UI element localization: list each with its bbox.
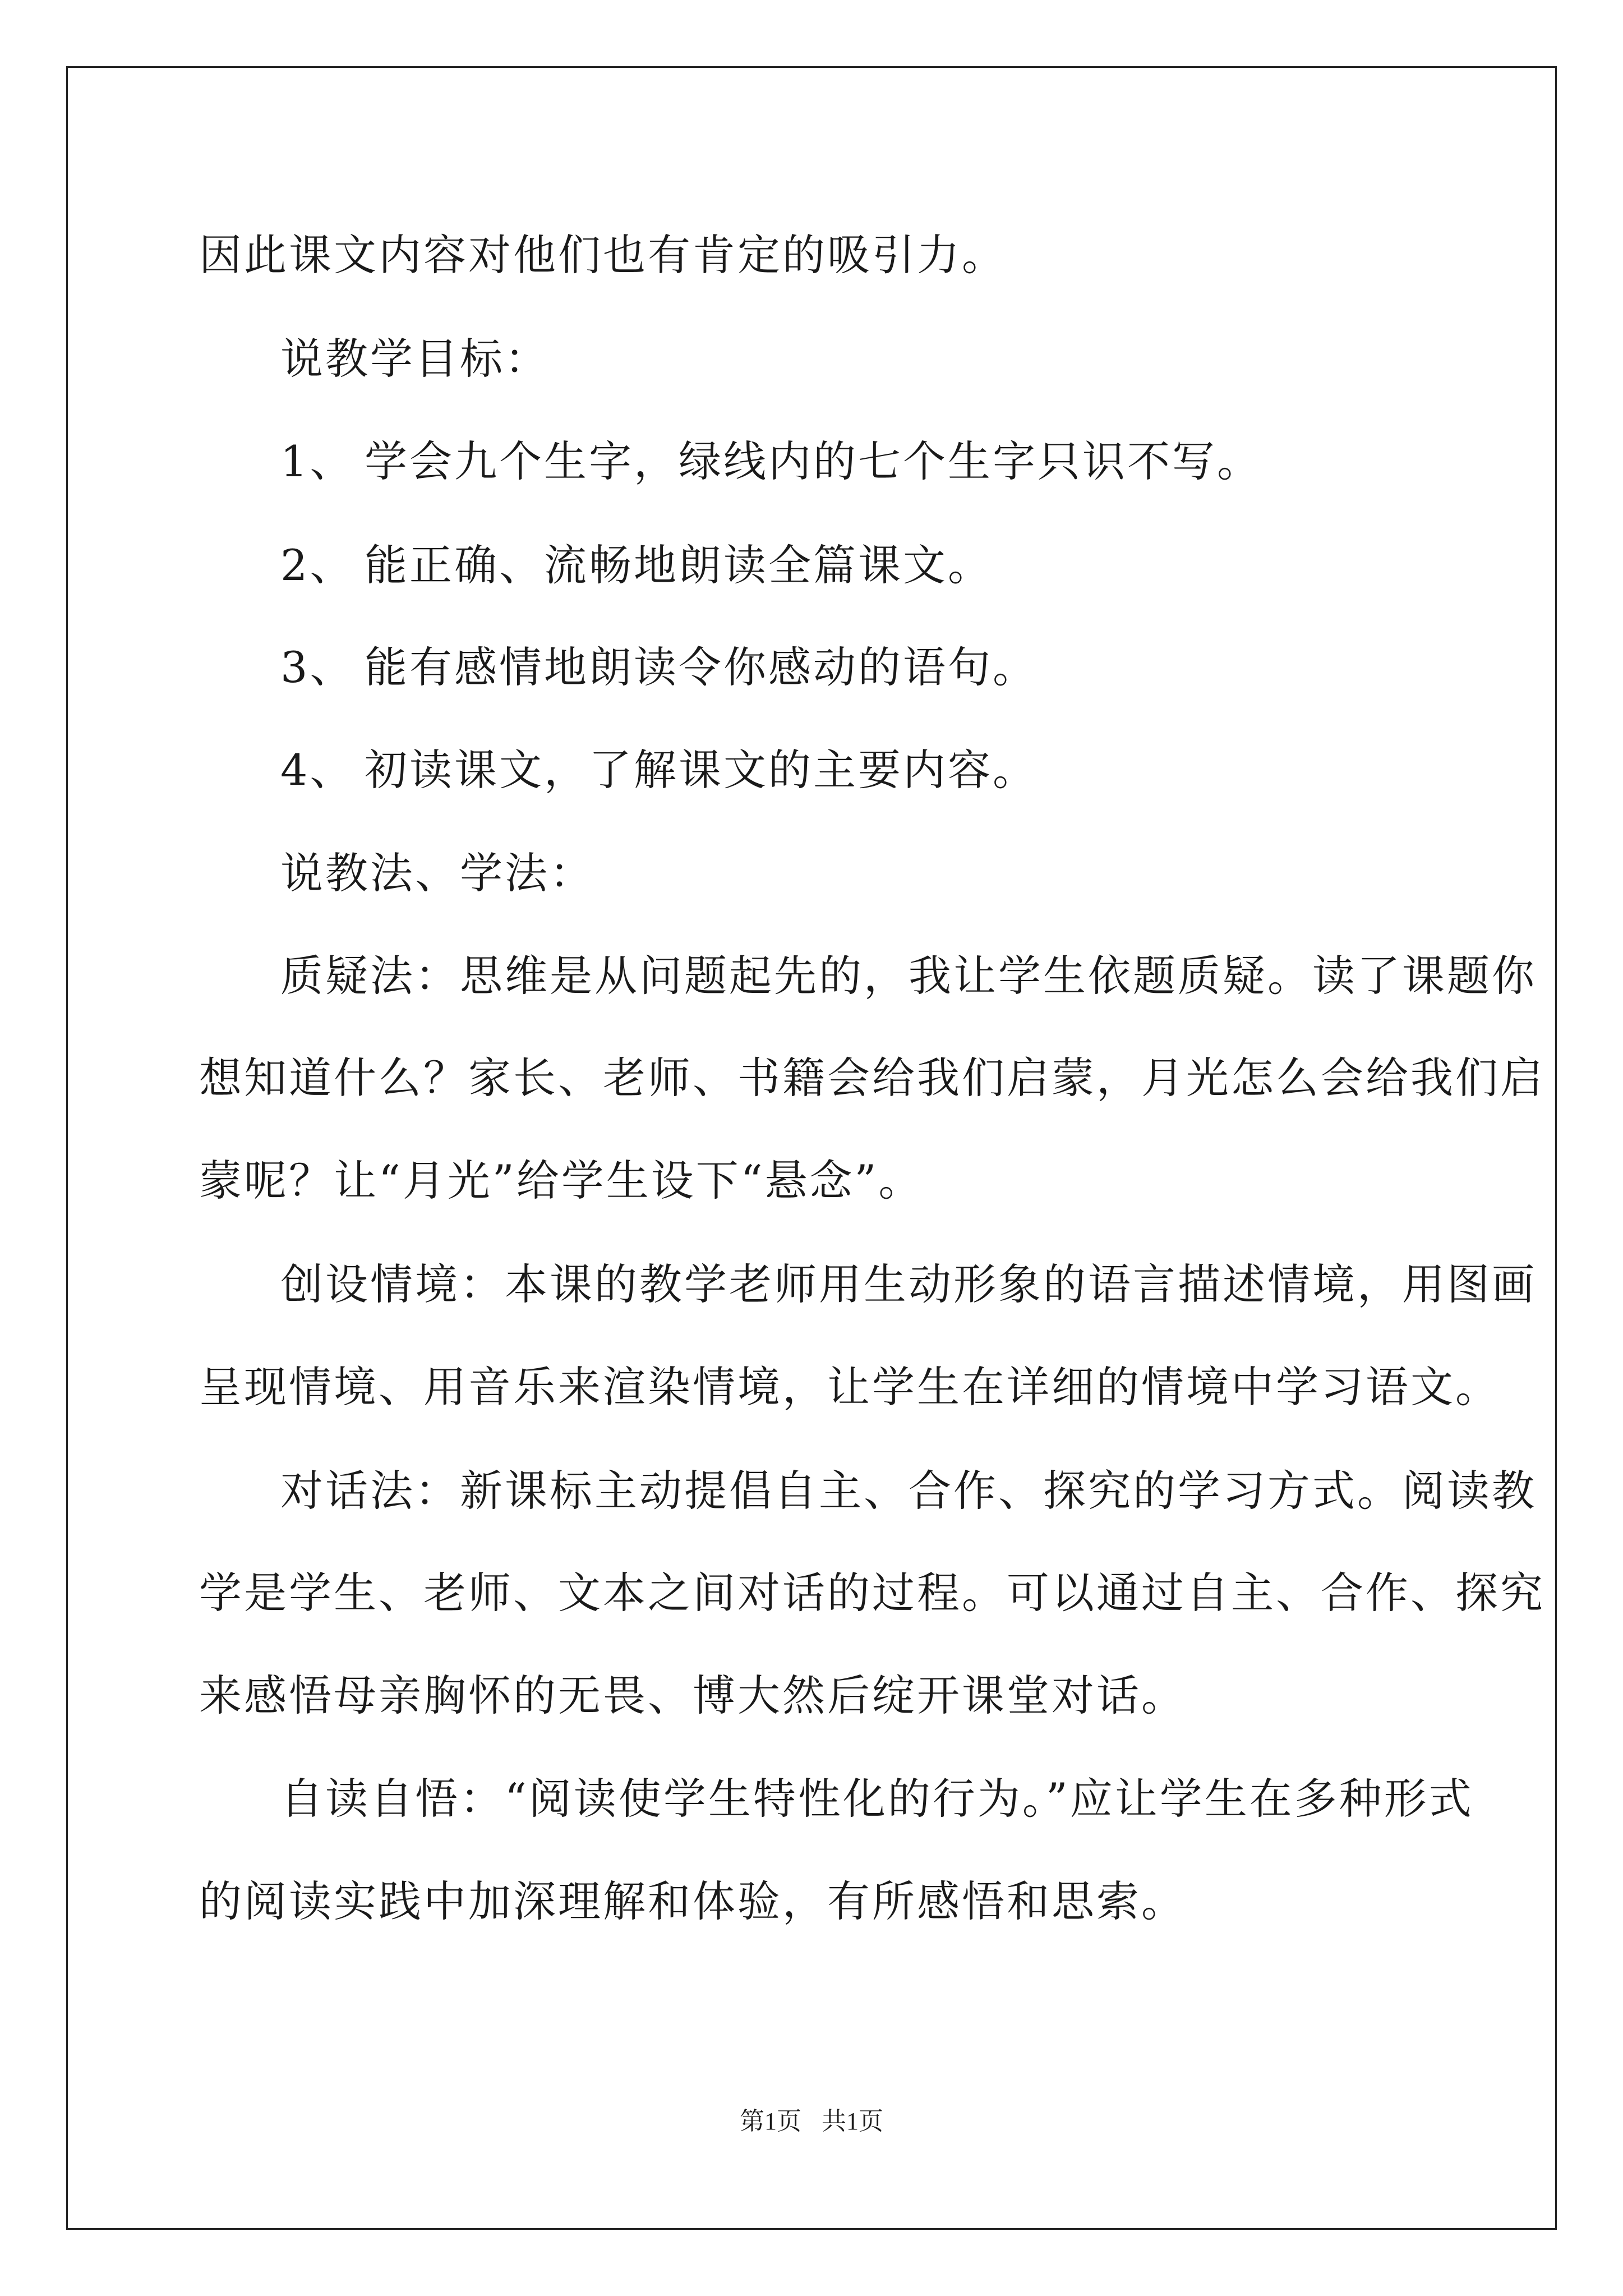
list-item-text: 能正确、流畅地朗读全篇课文。: [365, 540, 993, 590]
list-item: [280, 639, 1038, 696]
paragraph-line: 来感悟母亲胸怀的无畏、博大然后绽开课堂对话。: [199, 1671, 1186, 1720]
list-item-number: 2、: [280, 540, 355, 590]
page-number: 第1页: [740, 2108, 801, 2135]
paragraph-line: 学是学生、老师、文本之间对话的过程。可以通过自主、合作、探究: [199, 1568, 1545, 1618]
section-heading-goals: 说教学目标：: [280, 334, 550, 384]
list-item-number: 3、: [280, 642, 355, 692]
paragraph-line: 的阅读实践中加深理解和体验，有所感悟和思索。: [199, 1876, 1186, 1926]
list-item-text: 初读课文，了解课文的主要内容。: [365, 745, 1038, 795]
section-heading-methods: 说教法、学法：: [280, 848, 594, 898]
paragraph-line: 对话法：新课标主动提倡自主、合作、探究的学习方式。阅读教: [280, 1466, 1537, 1516]
list-item: [280, 742, 1038, 798]
page-footer: [0, 2105, 1623, 2138]
paragraph-line: 质疑法：思维是从问题起先的，我让学生依题质疑。读了课题你: [280, 951, 1537, 1001]
list-item: [280, 434, 1262, 490]
paragraph-line: 想知道什么？家长、老师、书籍会给我们启蒙，月光怎么会给我们启: [199, 1053, 1545, 1103]
page-total: 共1页: [822, 2108, 883, 2135]
list-item-text: 学会九个生字，绿线内的七个生字只识不写。: [365, 436, 1262, 486]
paragraph-line: 呈现情境、用音乐来渲染情境，让学生在详细的情境中学习语文。: [199, 1362, 1500, 1412]
list-item-number: 4、: [280, 745, 355, 795]
list-item: [280, 537, 993, 593]
paragraph-line: 蒙呢？让“月光”给学生设下“悬念”。: [199, 1156, 924, 1205]
list-item-text: 能有感情地朗读令你感动的语句。: [365, 642, 1038, 692]
paragraph-line: 自读自悟：“阅读使学生特性化的行为。”应让学生在多种形式: [280, 1774, 1474, 1824]
paragraph-line: 创设情境：本课的教学老师用生动形象的语言描述情境，用图画: [280, 1259, 1537, 1309]
list-item-number: 1、: [280, 436, 355, 486]
paragraph-line: 因此课文内容对他们也有肯定的吸引力。: [199, 230, 1007, 280]
